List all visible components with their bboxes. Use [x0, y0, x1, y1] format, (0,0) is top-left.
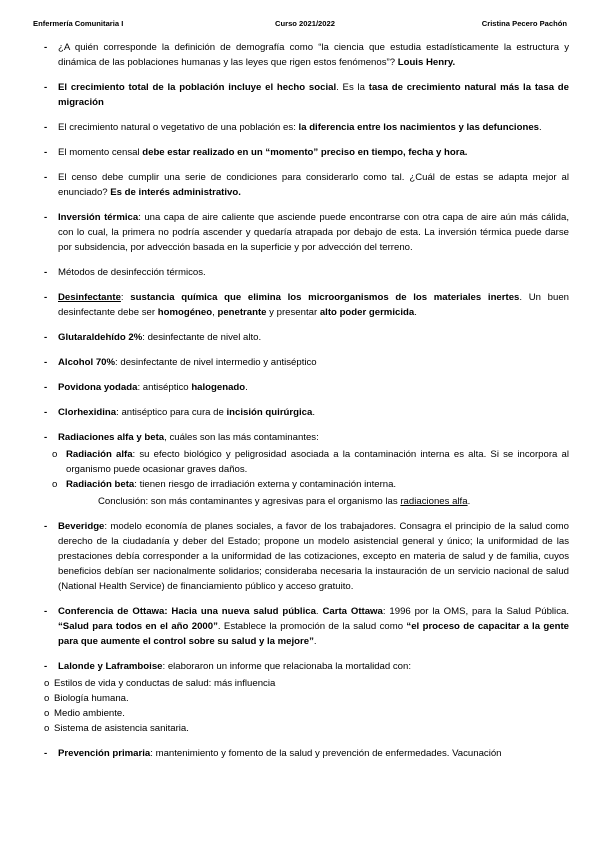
header-author: Cristina Pecero Pachón [481, 19, 567, 28]
list-item: - Alcohol 70%: desinfectante de nivel intermedio y antiséptico [44, 357, 317, 368]
dash-bullet: - [44, 606, 48, 617]
list-item: - El momento censal debe estar realizado en un “momento” preciso en tiempo, fecha y hora. [44, 147, 468, 158]
factor-item: o Estilos de vida y conductas de salud: más influencia [44, 678, 276, 689]
dash-bullet: - [44, 382, 48, 393]
circle-bullet: o [44, 723, 50, 734]
dash-bullet: - [44, 42, 48, 53]
factor-item: o Biología humana. [44, 693, 129, 704]
dash-bullet: - [44, 748, 48, 759]
dash-bullet: - [44, 122, 48, 133]
list-item: - Prevención primaria: mantenimiento y fomento de la salud y prevención de enfermedades. Vacunación [44, 748, 502, 759]
list-item: - El crecimiento natural o vegetativo de una población es: la diferencia entre los nacimientos y las defunciones. [44, 122, 542, 133]
circle-bullet: o [44, 678, 50, 689]
dash-bullet: - [44, 521, 48, 532]
dash-bullet: - [44, 212, 48, 223]
circle-bullet: o [52, 479, 58, 490]
list-item: - ¿A quién corresponde la definición de demografía como “la ciencia que estudia estadísticamente la estructura y dinámica de las poblaciones humanas y las leyes que rigen estos fenómenos”? Louis Henry. [44, 42, 569, 68]
sub-list [52, 447, 569, 509]
factor-item: o Sistema de asistencia sanitaria. [44, 723, 189, 734]
list-item: - Radiaciones alfa y beta, cuáles son las más contaminantes: o Radiación alfa: su efecto biológico y peligrosidad asociada a la contaminación interna es alta. Si se incorpora al organismo puede ocasionar graves daños. o Radiación beta: tienen riesgo de irradiación externa y contaminación interna. Conclusión: son más contaminantes y agresivas para el organismo las radiaciones alfa. [44, 432, 569, 507]
list-item: - El censo debe cumplir una serie de condiciones para considerarlo como tal. ¿Cuál de estas se adapta mejor al enunciado? Es de interés administrativo. [44, 172, 569, 198]
list-item: - Glutaraldehído 2%: desinfectante de nivel alto. [44, 332, 262, 343]
list-item: - Lalonde y Laframboise: elaboraron un informe que relacionaba la mortalidad con: o Estilos de vida y conductas de salud: más influencia o Biología humana. o Medio ambiente. o Sistema de asistencia sanitaria. [44, 659, 569, 736]
page-header [33, 17, 567, 31]
list-item: - Clorhexidina: antiséptico para cura de incisión quirúrgica. [44, 407, 316, 418]
list-item: - Conferencia de Ottawa: Hacia una nueva salud pública. Carta Ottawa: 1996 por la OMS, para la Salud Pública. “Salud para todos en el año 2000”. Establece la promoción de la salud como “el proceso de capacitar a la gente para que aumente el control sobre su salud y la mejore”. [44, 606, 569, 647]
header-subject: Enfermería Comunitaria I [33, 19, 124, 28]
circle-bullet: o [44, 708, 50, 719]
dash-bullet: - [44, 292, 48, 303]
sub-list-item: o Radiación beta: tienen riesgo de irradiación externa y contaminación interna. [52, 479, 397, 490]
list-item: - Povidona yodada: antiséptico halogenado. [44, 382, 248, 393]
dash-bullet: - [44, 357, 48, 368]
sub-list-item: o Radiación alfa: su efecto biológico y peligrosidad asociada a la contaminación interna es alta. Si se incorpora al organismo puede ocasionar graves daños. [52, 449, 569, 475]
dash-bullet: - [44, 172, 48, 183]
dash-bullet: - [44, 267, 48, 278]
circle-bullet: o [52, 449, 58, 460]
question-list [44, 40, 569, 771]
dash-bullet: - [44, 82, 48, 93]
list-item: - Beveridge: modelo economía de planes sociales, a favor de los trabajadores. Consagra el principio de la salud como derecho de la ciudadanía y deber del Estado; propone un modelo asistencial general y único; la uniformidad de las prestaciones debía corresponder a la uniformidad de las cotizaciones, excepto en materia de salud y de familia, cuyos beneficios debían ser nacionalmente solidarios; consideraba necesaria la instauración de un servicio nacional de salud (National Health Service) de financiamiento público y acceso gratuito. [44, 521, 569, 592]
dash-bullet: - [44, 332, 48, 343]
header-course: Curso 2021/2022 [275, 19, 335, 28]
list-item: - El crecimiento total de la población incluye el hecho social. Es la tasa de crecimiento natural más la tasa de migración [44, 82, 569, 108]
circle-bullet: o [44, 693, 50, 704]
factor-list [44, 676, 569, 736]
dash-bullet: - [44, 147, 48, 158]
dash-bullet: - [44, 407, 48, 418]
list-item: - Desinfectante: sustancia química que elimina los microorganismos de los materiales inertes. Un buen desinfectante debe ser homogéneo, penetrante y presentar alto poder germicida. [44, 292, 570, 318]
factor-item: o Medio ambiente. [44, 708, 125, 719]
conclusion: Conclusión: son más contaminantes y agresivas para el organismo las radiaciones alfa. [98, 496, 471, 507]
dash-bullet: - [44, 661, 48, 672]
list-item: - Inversión térmica: una capa de aire caliente que asciende puede encontrarse con otra capa de aire aún más cálida, con lo cual, la primera no podría ascender y quedaría atrapada por debajo de esta. La inversión térmica puede darse por subsidencia, por advección basada en la superficie y por advección del terreno. [44, 212, 570, 253]
list-item: - Métodos de desinfección térmicos. [44, 267, 206, 278]
dash-bullet: - [44, 432, 48, 443]
